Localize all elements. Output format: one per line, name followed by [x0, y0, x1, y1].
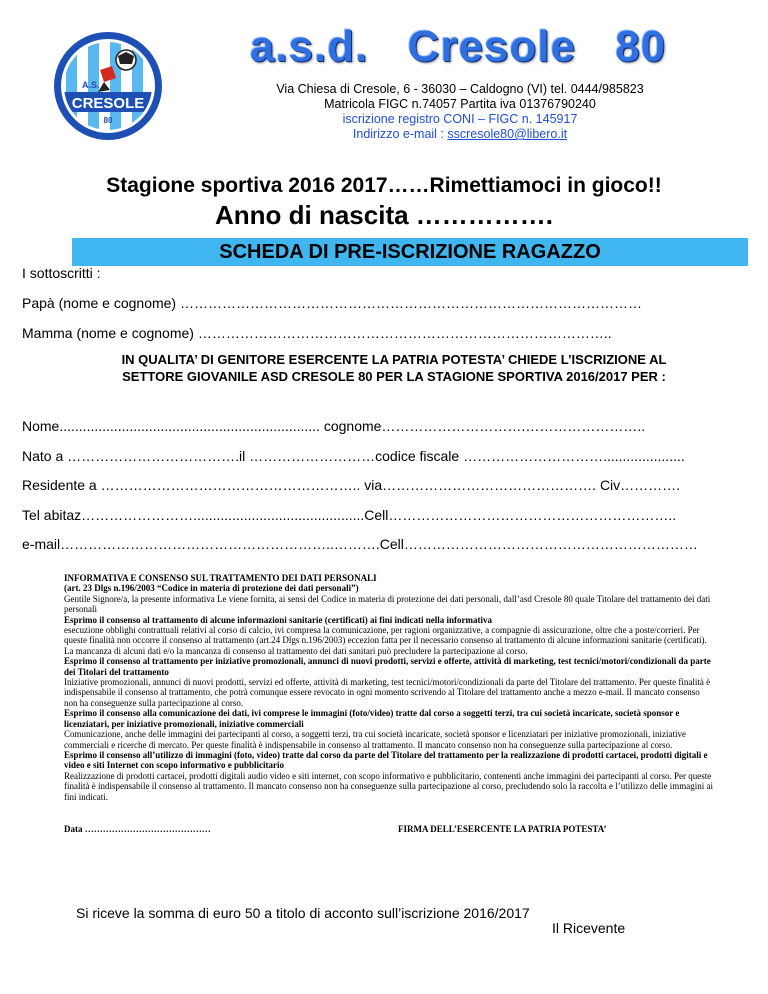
undersigned-label: I sottoscritti : [22, 265, 101, 281]
form-banner: SCHEDA DI PRE-ISCRIZIONE RAGAZZO [72, 238, 748, 266]
club-address: Via Chiesa di Cresole, 6 - 36030 – Caldogno (VI) tel. 0444/985823 [276, 82, 644, 96]
birth-year-title: Anno di nascita ……………. [214, 200, 554, 230]
request-line-1: IN QUALITA’ DI GENITORE ESERCENTE LA PATRIA POTESTA’ CHIEDE L’ISCRIZIONE AL [121, 352, 667, 367]
email-label: Indirizzo e-mail : [352, 127, 448, 141]
residence-field[interactable]: Residente a ……………………………………………….. via………………………………………. Civ…………. [22, 477, 681, 493]
privacy-heading-4: Esprimo il consenso all’utilizzo di immagini (foto, video) tratte dal corso da parte del Titolare del trattamento per la realizzazione di prodotti cartacei, prodotti digitali e video e siti Internet con scopo informativo e pubblicitario [64, 749, 708, 771]
phone-field[interactable]: Tel abitaz……………………............................................Cell…………………………………………………….. [22, 507, 677, 523]
receiver-label: Il Ricevente [552, 920, 626, 936]
request-line-2: SETTORE GIOVANILE ASD CRESOLE 80 PER LA STAGIONE SPORTIVA 2016/2017 PER : [122, 369, 666, 384]
privacy-title: INFORMATIVA E CONSENSO SUL TRATTAMENTO DEI DATI PERSONALI [64, 573, 377, 583]
club-matricola: Matricola FIGC n.74057 Partita iva 01376790240 [324, 97, 596, 111]
club-crest-icon [52, 30, 164, 142]
crest-text-top: A.S. [82, 80, 100, 90]
privacy-heading-1: Esprimo il consenso al trattamento di alcune informazioni sanitarie (certificati) ai fini indicati nella informativa [64, 614, 492, 625]
privacy-paragraph-3: Comunicazione, anche delle immagini dei partecipanti al corso, a soggetti terzi, tra cui società incaricate, società sponsor e licenziatari per iniziative promozionali, iniziative commerciali e ricerche di mercato. Per queste finalità è indispensabile in consenso al trattamento. Il mancato consenso non ha conseguenze sulla partecipazione al corso. [64, 729, 687, 750]
club-registry: iscrizione registro CONI – FIGC n. 145917 [342, 112, 578, 126]
birth-field[interactable]: Nato a ……………………………….il ………………………codice fiscale …………………………..................... [22, 448, 685, 464]
email-link[interactable]: sscresole80@libero.it [447, 127, 568, 141]
privacy-paragraph-2: Iniziative promozionali, annunci di nuovi prodotti, servizi ed offerte, attività di marketing, test tecnici/motori/condizionali da parte del Titolare del trattamento. Per queste finalità è indispensabile il consenso al trattamento, che potrà comunque essere revocato in ogni momento scrivendo al Titolare del trattamento anche a mezzo e-mail. Il mancato consenso non ha conseguenze sulla partecipazione al corso. [64, 677, 711, 708]
father-field[interactable]: Papà (nome e cognome) ……………………………………………………………………………………… [22, 295, 642, 311]
receipt-text: Si riceve la somma di euro 50 a titolo di acconto sull’iscrizione 2016/2017 [76, 905, 530, 921]
privacy-heading-2: Esprimo il consenso al trattamento per iniziative promozionali, annunci di nuovi prodotti, servizi e offerte, attività di marketing, test tecnici/motori/condizionali da parte dei Titolari del trattamento [64, 656, 711, 677]
child-name-field[interactable]: Nome................................................................... cognome………………………….…………………….. [22, 418, 646, 434]
privacy-notice [64, 573, 714, 802]
privacy-heading-3: Esprimo il consenso alla comunicazione dei dati, ivi comprese le immagini (foto/video) tratte dal corso a soggetti terzi, tra cui società incaricate, società sponsor e licenziatari, per iniziative promozionali, iniziative commerciali [64, 708, 680, 729]
club-name: a.s.d. Cresole 80 [249, 22, 667, 71]
crest-text-main: CRESOLE [71, 95, 145, 112]
privacy-paragraph-4: Realizzazione di prodotti cartacei, prodotti digitali audio video e siti internet, con scopo informativo e pubblicitario, contenenti anche immagini dei partecipanti al corso. Per queste finalità è indispensabile il consenso al trattamento. Il mancato consenso non ha conseguenze sulla partecipazione al corso, precludendo solo la raccolta e l’utilizzo delle immagini ai fini indicati. [64, 770, 714, 802]
email-field[interactable]: e-mail…………………………………………………..……….Cell……………………………………………………… [22, 536, 698, 552]
club-email-row [240, 127, 680, 142]
privacy-paragraph-1: esecuzione obblighi contrattuali relativi al corso di calcio, ivi compresa la comunicazione, per ragioni organizzative, a compagnie di assicurazione, oltre che a poste/corrieri. Per queste finalità non occorre il consenso al trattamento (art.24 Dlgs n.196/2003) eccezion fatta per il necessario consenso al trattamento di alcune informazioni sanitarie (certificati). La mancanza di alcuni dati e/o la mancanza di consenso al trattamento dei dati sanitari può precludere la partecipazione al corso. [64, 625, 707, 656]
privacy-subtitle: (art. 23 Dlgs n.196/2003 “Codice in materia di protezione dei dati personali”) [64, 583, 359, 594]
season-title: Stagione sportiva 2016 2017……Rimettiamoci in gioco!! [106, 174, 662, 197]
crest-text-bottom: 80 [103, 116, 113, 125]
signature-label: FIRMA DELL’ESERCENTE LA PATRIA POTESTA’ [398, 824, 607, 834]
date-field[interactable]: Data …………………………………… [64, 824, 211, 834]
mother-field[interactable]: Mamma (nome e cognome) …………………………………………………………………………….. [22, 325, 612, 341]
privacy-intro: Gentile Signore/a, la presente informativa Le viene fornita, ai sensi del Codice in materia di protezione dei dati personali, dall’asd Cresole 80 quale Titolare del trattamento dei dati personali [64, 593, 711, 615]
